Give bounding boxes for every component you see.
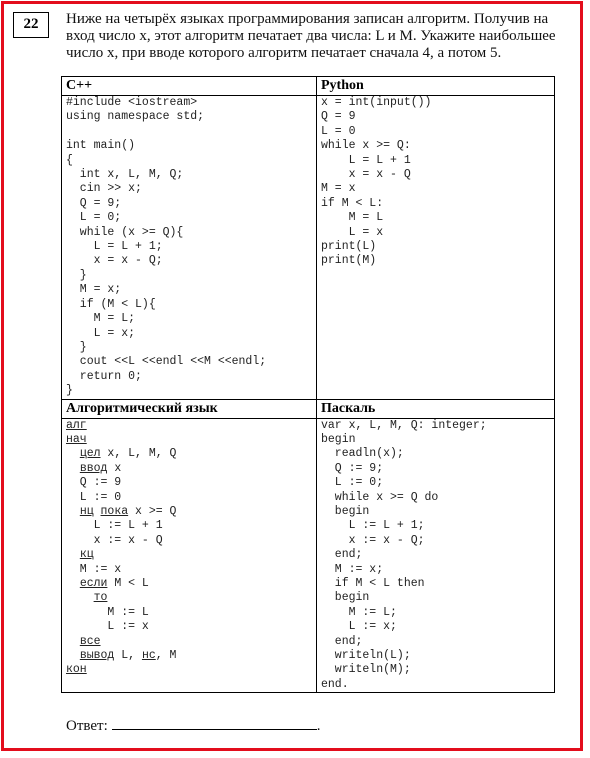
algo-keyword: кон [66,663,87,677]
algo-text [66,462,80,475]
algo-keyword: ввод [79,461,108,475]
algo-text: L, [114,649,142,663]
algo-text [66,649,80,662]
header-algo: Алгоритмический язык [62,399,317,418]
algo-code [66,419,312,678]
algo-text: L := 0 [66,490,122,504]
cpp-code-cell [62,96,317,400]
algo-text: x, L, M, Q [100,447,177,461]
pascal-code-cell [317,418,555,693]
algo-text [66,505,80,518]
algo-text [66,548,80,561]
code-row-bottom [62,418,555,693]
algo-text [66,447,80,460]
algo-text [94,505,101,518]
algo-keyword: то [93,591,108,605]
algo-text: Q := 9 [66,476,122,490]
algo-text [66,635,80,648]
algo-text: L := L + 1 [66,519,163,533]
code-table [61,76,555,693]
algo-keyword: цел [79,447,101,461]
question-number: 22 [13,12,49,38]
algo-keyword: нс [141,649,156,663]
python-code: x = int(input()) Q = 9 L = 0 while x >= Q: L = L + 1 x = x - Q M = x if M < L: M = L L = x print(L) print(M) [321,96,432,268]
algo-keyword: вывод [79,649,115,663]
algo-text: M := x [66,562,122,576]
algo-text: x := x - Q [66,533,163,547]
answer-suffix: . [316,718,321,734]
cpp-code: #include <iostream> using namespace std; int main() { int x, L, M, Q; cin >> x; Q = 9; L = 0; while (x >= Q){ L = L + 1; x = x - Q; } M = x; if (M < L){ M = L; L = x; } cout <<L <<endl <<M <<endl; return 0; } [66,96,267,398]
algo-keyword: кц [79,548,94,562]
algo-text: M < L [107,577,149,590]
algo-code-cell [62,418,317,693]
algo-text [66,577,80,590]
algo-keyword: алг [66,418,87,432]
task-text: Ниже на четырёх языках программирования записан алгоритм. Получив на вход число x, этот алгоритм печатает два числа: L и M. Укажите наибольшее число x, при вводе которого алгоритм печатает сначала 4, а потом 5. [66,11,556,61]
algo-keyword: все [79,634,101,648]
python-code-cell [317,96,555,400]
header-pascal: Паскаль [317,399,555,418]
algo-keyword: нач [66,432,87,446]
header-row-top [62,77,555,96]
header-python: Python [317,77,555,96]
header-row-bottom [62,399,555,418]
algo-keyword: нц [79,504,94,518]
algo-keyword: пока [100,504,129,518]
algo-keyword: если [79,577,108,590]
algo-text: , M [155,649,177,663]
answer-label: Ответ: [66,718,108,734]
algo-text: L := x [66,620,149,634]
algo-text: x >= Q [128,504,177,518]
algo-text: M := L [66,605,149,619]
code-row-top [62,96,555,400]
algo-text [66,591,94,604]
answer-blank[interactable] [112,716,317,730]
algo-text: x [107,461,122,475]
answer-row [66,716,321,735]
header-cpp: C++ [62,77,317,96]
pascal-code: var x, L, M, Q: integer; begin readln(x); Q := 9; L := 0; while x >= Q do begin L := L + 1; x := x - Q; end; M := x; if M < L then begin M := L; L := x; end; writeln(L); writeln(M); end. [321,418,487,691]
